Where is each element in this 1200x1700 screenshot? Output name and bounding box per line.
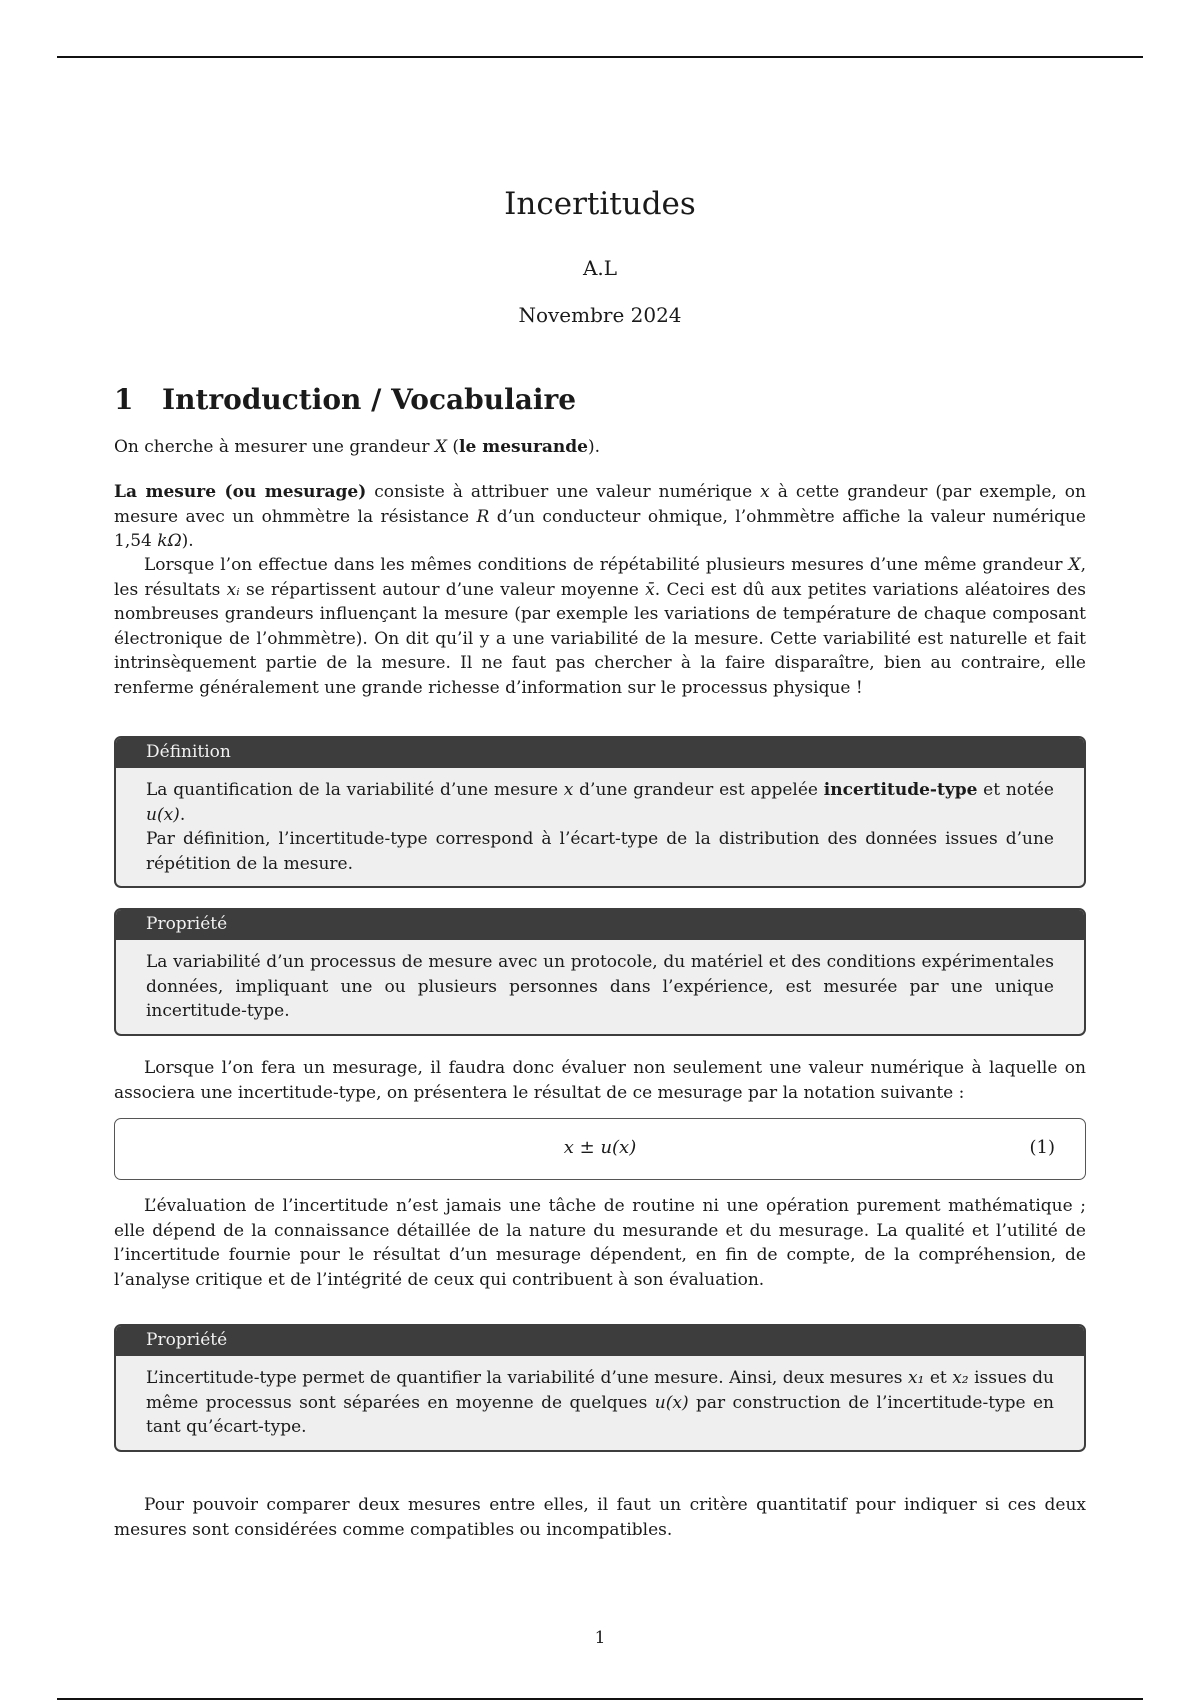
property-box-2-body: L’incertitude-type permet de quantifier la variabilité d’une mesure. Ainsi, deux mesures x₁ et x₂ issues du même processus sont séparées en moyenne de quelques u(x) par construction de l’incertitude-type en tant qu’écart-type.	[146, 1368, 1054, 1437]
paragraph-mesurande: On cherche à mesurer une grandeur X (le mesurande).	[114, 437, 601, 457]
property-box-1-header: Propriété	[116, 910, 1084, 940]
header-rule	[57, 56, 1143, 58]
definition-box	[114, 736, 1086, 888]
equation-number: (1)	[1029, 1137, 1055, 1158]
paragraph-evaluation: L’évaluation de l’incertitude n’est jamais une tâche de routine ni une opération purement mathématique ; elle dépend de la connaissance détaillée de la nature du mesurande et du mesurage. La qualité et l’utilité de l’incertitude fournie pour le résultat d’un mesurage dépendent, en fin de compte, de la compréhension, de l’analyse critique et de l’intégrité de ceux qui contribuent à son évaluation.	[114, 1196, 1086, 1290]
page-number: 1	[594, 1628, 606, 1648]
document-date: Novembre 2024	[518, 303, 682, 327]
section-title: Introduction / Vocabulaire	[162, 383, 577, 416]
property-box-2	[114, 1324, 1086, 1452]
definition-box-header: Définition	[116, 738, 1084, 768]
section-heading	[114, 383, 576, 416]
property-box-1-body: La variabilité d’un processus de mesure avec un protocole, du matériel et des conditions expérimentales données, impliquant une ou plusieurs personnes dans l’expérience, est mesurée par une unique incertitude-type.	[146, 952, 1054, 1021]
paragraph-variabilite: Lorsque l’on effectue dans les mêmes conditions de répétabilité plusieurs mesures d’une même grandeur X, les résultats xᵢ se répartissent autour d’une valeur moyenne x̄. Ceci est dû aux petites variations aléatoires des nombreuses grandeurs influençant la mesure (par exemple les variations de température de chaque composant électronique de l’ohmmètre). On dit qu’il y a une variabilité de la mesure. Cette variabilité est naturelle et fait intrinsèquement partie de la mesure. Il ne faut pas chercher à la faire disparaître, bien au contraire, elle renferme généralement une grande richesse d’information sur le processus physique !	[114, 555, 1086, 698]
paragraph-comparaison: Pour pouvoir comparer deux mesures entre elles, il faut un critère quantitatif pour indiquer si ces deux mesures sont considérées comme compatibles ou incompatibles.	[114, 1495, 1086, 1540]
property-box-2-header: Propriété	[116, 1326, 1084, 1356]
definition-box-body: La quantification de la variabilité d’une mesure x d’une grandeur est appelée incertitude-type et notée u(x). Par définition, l’incertitude-type correspond à l’écart-type de la distribution des données issues d’une répétition de la mesure.	[146, 780, 1054, 874]
property-box-1	[114, 908, 1086, 1036]
paragraph-mesure: La mesure (ou mesurage) consiste à attribuer une valeur numérique x à cette grandeur (par exemple, on mesure avec un ohmmètre la résistance R d’un conducteur ohmique, l’ohmmètre affiche la valeur numérique 1,54 kΩ).	[114, 482, 1086, 551]
section-number: 1	[114, 383, 134, 416]
paragraph-notation: Lorsque l’on fera un mesurage, il faudra donc évaluer non seulement une valeur numérique à laquelle on associera une incertitude-type, on présentera le résultat de ce mesurage par la notation suivante :	[114, 1058, 1086, 1103]
document-title: Incertitudes	[504, 186, 696, 222]
equation-expression: x ± u(x)	[563, 1137, 637, 1158]
document-author: A.L	[582, 256, 618, 280]
equation-box	[114, 1118, 1086, 1180]
